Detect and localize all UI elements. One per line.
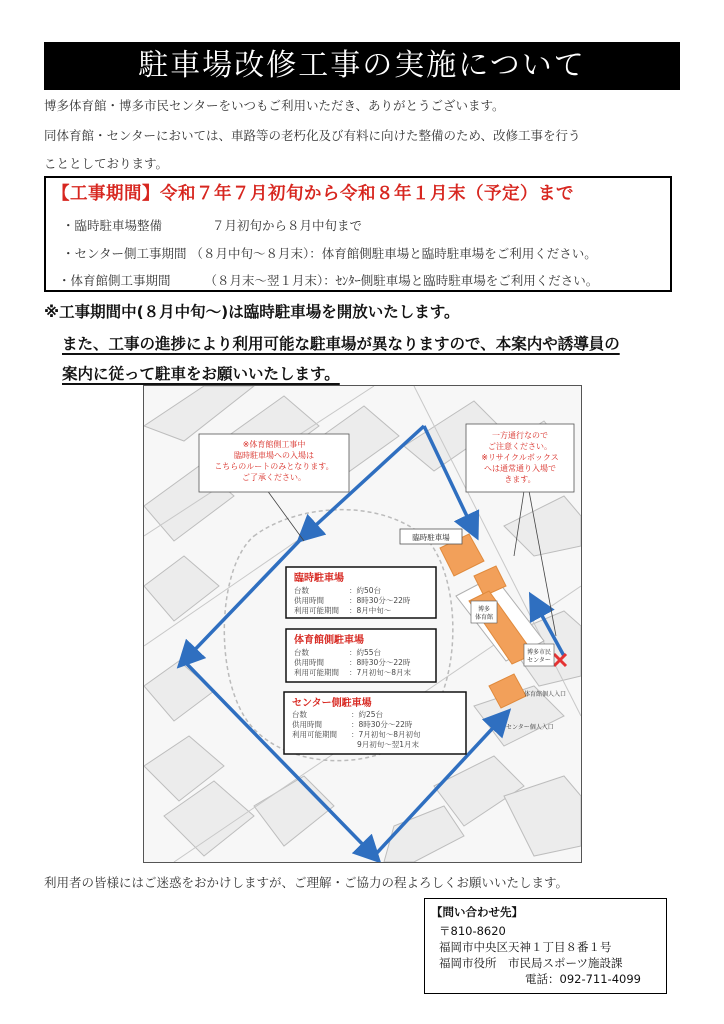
intro-line-3: こととしております。 [44,156,169,171]
lot-row-value: ：約50台 [349,586,382,595]
period-item-gym [58,271,598,289]
contact-address: 福岡市中央区天神１丁目８番１号 [439,940,612,954]
intro-line-2: 同体育館・センターにおいては、車路等の老朽化及び有料に向けた整備のため、改修工事を行う [44,128,581,143]
lot-info-temp [286,567,436,618]
callout-right-line: へは通常通り入場で [484,464,556,473]
period-heading: 【工事期間】令和７年７月初旬から令和８年１月末（予定）まで [52,184,574,204]
construction-period-box [44,176,672,292]
period-item-detail: （８月中旬～８月末）：体育館側駐車場と臨時駐車場をご利用ください。 [190,246,597,261]
center-building-label: 博多市民 [526,649,552,656]
closing-message: 利用者の皆様にはご迷惑をおかけしますが、ご理解・ご協力の程よろしくお願いいたします。 [44,875,569,890]
period-item-label: ・体育館側工事期間 [58,273,171,288]
lot-name: 臨時駐車場 [294,573,344,584]
page-title: 駐車場改修工事の実施について [44,42,680,90]
gym-building-label: 体育館 [474,614,494,621]
callout-left-line: ご了承ください。 [242,473,306,482]
lot-name: 体育館側駐車場 [294,635,364,646]
callout-right-line: ※リサイクルボックス [481,453,559,462]
callout-left-line: 臨時駐車場への入場は [234,451,314,460]
lot-row-label: 利用可能期間 [294,668,339,677]
period-item-detail: （８月末～翌１月末）：ｾﾝﾀｰ側駐車場と臨時駐車場をご利用ください。 [204,273,599,288]
gym-building-label: 博多 [477,606,491,613]
lot-row-value: ：約25台 [351,710,384,719]
lot-row-label: 供用時間 [294,658,324,667]
period-item-temp [62,216,362,234]
period-item-detail: ７月初旬から８月中旬まで [211,218,362,233]
contact-office: 福岡市役所 市民局スポーツ施設課 [439,956,623,970]
gym-entrance-label: 体育館個人入口 [524,691,567,698]
lot-row-label: 台数 [292,710,307,719]
callout-right-line: 一方通行なので [492,431,548,440]
lot-row-label: 供用時間 [294,596,324,605]
lot-row-label: 供用時間 [292,720,322,729]
period-item-center [62,244,597,262]
lot-row-value: 9月初旬～翌1月末 [357,740,420,749]
callout-right-line: きます。 [504,475,536,484]
lot-row-label: 台数 [294,586,309,595]
lot-row-value: ：7月初旬～8月初旬 [351,730,421,739]
contact-postal: 〒810-8620 [439,924,506,938]
contact-phone: 電話：092-711-4099 [525,972,641,986]
lot-name: センター側駐車場 [292,698,372,709]
parking-map [143,385,582,863]
lot-info-center [284,692,466,754]
lot-row-value: ：8時30分～22時 [349,596,411,605]
notice-line-2: また、工事の進捗により利用可能な駐車場が異なりますので、本案内や誘導員の [62,335,620,353]
center-entrance-label: センター個人入口 [506,724,554,731]
lot-row-value: ：8時30分～22時 [349,658,411,667]
period-item-label: ・センター側工事期間 [62,246,187,261]
callout-left-line: こちらのルートのみとなります。 [214,462,334,471]
lot-info-gym [286,629,436,682]
temp-lot-tag-text: 臨時駐車場 [412,533,450,542]
contact-box [424,898,667,994]
notice-line-3: 案内に従って駐車をお願いいたします。 [62,365,340,383]
center-building-label: センター [527,657,551,664]
callout-left-line: ※体育館側工事中 [242,440,306,449]
lot-row-label: 台数 [294,648,309,657]
contact-heading: 【問い合わせ先】 [431,905,523,919]
lot-row-label: 利用可能期間 [292,730,337,739]
lot-row-value: ：8月中旬～ [349,606,392,615]
lot-row-value: ：7月初旬～8月末 [349,668,412,677]
lot-row-label: 利用可能期間 [294,606,339,615]
lot-row-value: ：8時30分～22時 [351,720,413,729]
intro-line-1: 博多体育館・博多市民センターをいつもご利用いただき、ありがとうございます。 [44,98,505,113]
lot-row-value: ：約55台 [349,648,382,657]
map-graphic [144,386,581,862]
callout-right-line: ご注意ください。 [488,442,552,451]
period-item-label: ・臨時駐車場整備 [62,218,163,233]
notice-line-1: ※工事期間中(８月中旬～)は臨時駐車場を開放いたします。 [44,303,460,321]
